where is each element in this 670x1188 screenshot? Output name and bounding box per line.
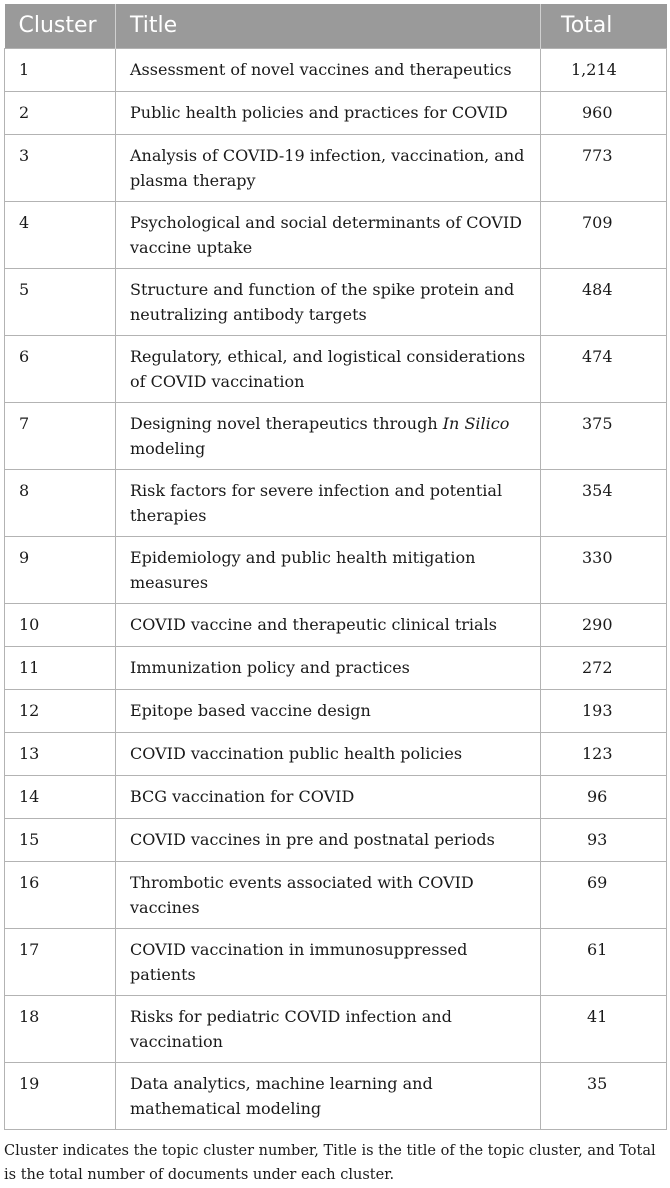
total-cell: 484 xyxy=(541,268,667,335)
title-cell: Public health policies and practices for COVID xyxy=(116,91,541,134)
cluster-cell: 8 xyxy=(5,469,116,536)
title-cell: Thrombotic events associated with COVID vaccines xyxy=(116,861,541,928)
total-cell: 375 xyxy=(541,402,667,469)
total-cell: 123 xyxy=(541,732,667,775)
title-text-end: modeling xyxy=(130,438,206,458)
header-total: Total xyxy=(541,4,667,48)
table-row xyxy=(5,646,667,689)
title-cell: BCG vaccination for COVID xyxy=(116,775,541,818)
total-cell: 773 xyxy=(541,134,667,201)
title-cell: Data analytics, machine learning and mathematical modeling xyxy=(116,1062,541,1129)
total-cell: 35 xyxy=(541,1062,667,1129)
cluster-cell: 16 xyxy=(5,861,116,928)
cluster-cell: 5 xyxy=(5,268,116,335)
cluster-cell: 2 xyxy=(5,91,116,134)
cluster-cell: 13 xyxy=(5,732,116,775)
title-cell: Risk factors for severe infection and potential therapies xyxy=(116,469,541,536)
table-row xyxy=(5,134,667,201)
table-row xyxy=(5,861,667,928)
total-cell: 330 xyxy=(541,536,667,603)
table-row xyxy=(5,775,667,818)
title-text: Designing novel therapeutics through xyxy=(130,413,443,433)
total-cell: 290 xyxy=(541,603,667,646)
cluster-cell: 10 xyxy=(5,603,116,646)
cluster-cell: 18 xyxy=(5,995,116,1062)
title-cell: Analysis of COVID-19 infection, vaccination, and plasma therapy xyxy=(116,134,541,201)
title-cell: Regulatory, ethical, and logistical considerations of COVID vaccination xyxy=(116,335,541,402)
cluster-cell: 7 xyxy=(5,402,116,469)
title-cell: Assessment of novel vaccines and therapeutics xyxy=(116,48,541,91)
total-cell: 272 xyxy=(541,646,667,689)
title-cell: COVID vaccine and therapeutic clinical trials xyxy=(116,603,541,646)
title-cell: Risks for pediatric COVID infection and vaccination xyxy=(116,995,541,1062)
cluster-cell: 11 xyxy=(5,646,116,689)
cluster-cell: 17 xyxy=(5,928,116,995)
table-row xyxy=(5,689,667,732)
table-row xyxy=(5,536,667,603)
title-cell: COVID vaccination in immunosuppressed patients xyxy=(116,928,541,995)
table-row xyxy=(5,995,667,1062)
total-cell: 96 xyxy=(541,775,667,818)
title-cell: Epidemiology and public health mitigation measures xyxy=(116,536,541,603)
cluster-cell: 1 xyxy=(5,48,116,91)
cluster-cell: 19 xyxy=(5,1062,116,1129)
table-container xyxy=(4,4,666,1187)
title-italic-text: In Silico xyxy=(442,413,510,433)
total-cell: 69 xyxy=(541,861,667,928)
cluster-table xyxy=(4,4,667,1130)
title-cell: Immunization policy and practices xyxy=(116,646,541,689)
title-cell xyxy=(116,402,541,469)
title-cell: Psychological and social determinants of COVID vaccine uptake xyxy=(116,201,541,268)
cluster-cell: 6 xyxy=(5,335,116,402)
total-cell: 709 xyxy=(541,201,667,268)
total-cell: 193 xyxy=(541,689,667,732)
header-title: Title xyxy=(116,4,541,48)
table-footnote: Cluster indicates the topic cluster number, Title is the title of the topic cluster, and Total is the total number of documents under each cluster. xyxy=(4,1142,656,1183)
table-row xyxy=(5,201,667,268)
total-cell: 93 xyxy=(541,818,667,861)
cluster-cell: 9 xyxy=(5,536,116,603)
table-row xyxy=(5,732,667,775)
table-row xyxy=(5,603,667,646)
title-cell: Epitope based vaccine design xyxy=(116,689,541,732)
table-row xyxy=(5,268,667,335)
table-row xyxy=(5,928,667,995)
table-row xyxy=(5,469,667,536)
cluster-cell: 4 xyxy=(5,201,116,268)
cluster-cell: 3 xyxy=(5,134,116,201)
cluster-cell: 14 xyxy=(5,775,116,818)
header-row xyxy=(5,4,667,48)
title-cell: Structure and function of the spike protein and neutralizing antibody targets xyxy=(116,268,541,335)
total-cell: 61 xyxy=(541,928,667,995)
total-cell: 960 xyxy=(541,91,667,134)
title-cell: COVID vaccination public health policies xyxy=(116,732,541,775)
table-row xyxy=(5,91,667,134)
table-row xyxy=(5,402,667,469)
cluster-cell: 15 xyxy=(5,818,116,861)
total-cell: 474 xyxy=(541,335,667,402)
cluster-cell: 12 xyxy=(5,689,116,732)
table-row xyxy=(5,818,667,861)
total-cell: 41 xyxy=(541,995,667,1062)
header-cluster: Cluster xyxy=(5,4,116,48)
total-cell: 354 xyxy=(541,469,667,536)
table-row xyxy=(5,48,667,91)
total-cell: 1,214 xyxy=(541,48,667,91)
title-cell: COVID vaccines in pre and postnatal periods xyxy=(116,818,541,861)
table-row xyxy=(5,335,667,402)
table-row xyxy=(5,1062,667,1129)
